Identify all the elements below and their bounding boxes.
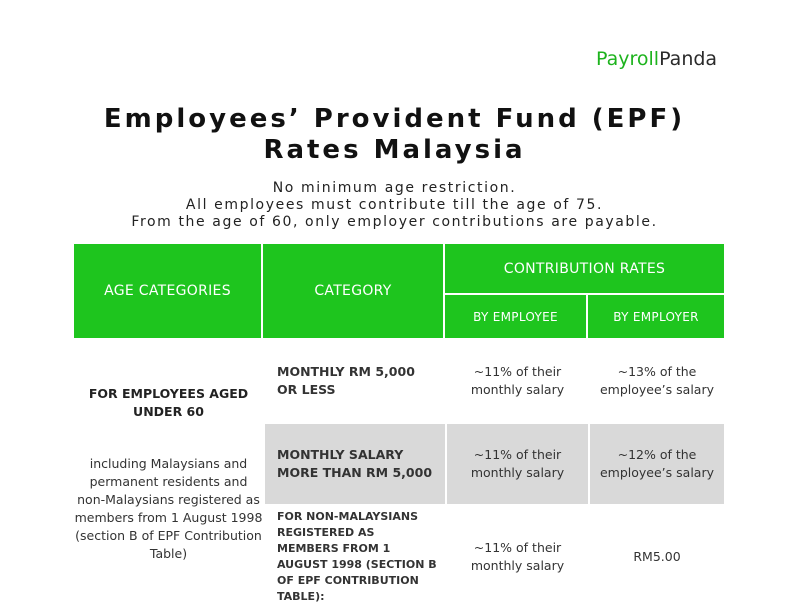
employer-rate-cell: ~12% of the employee’s salary — [588, 424, 724, 506]
subtitle — [0, 180, 789, 231]
brand-part2: Panda — [659, 48, 718, 70]
header-contribution-rates: CONTRIBUTION RATES — [445, 244, 724, 295]
header-by-employer: BY EMPLOYER — [588, 295, 724, 340]
category-cell: FOR NON-MALAYSIANS REGISTERED AS MEMBERS FROM 1 AUGUST 1998 (SECTION B OF EPF CONTRIBUTION TABLE): — [263, 506, 445, 608]
employee-rate-cell: ~11% of their monthly salary — [445, 340, 588, 424]
page-title — [0, 104, 789, 166]
category-cell: MONTHLY RM 5,000 OR LESS — [263, 340, 445, 424]
employer-rate-cell: RM5.00 — [588, 506, 724, 608]
age-group-cell — [74, 340, 263, 608]
header-by-employee: BY EMPLOYEE — [445, 295, 588, 340]
subtitle-line: No minimum age restriction. — [272, 180, 517, 196]
age-group-heading: FOR EMPLOYEES AGED UNDER 60 — [88, 386, 249, 419]
age-group-description: including Malaysians and permanent residents and non-Malaysians registered as members from 1 August 1998 (section B of EPF Contribution Table) — [74, 456, 263, 561]
header-category: CATEGORY — [263, 244, 445, 340]
employee-rate-cell: ~11% of their monthly salary — [445, 506, 588, 608]
employer-rate-cell: ~13% of the employee’s salary — [588, 340, 724, 424]
category-cell: MONTHLY SALARY MORE THAN RM 5,000 — [263, 424, 445, 506]
title-line2: Rates Malaysia — [263, 135, 526, 165]
employee-rate-cell: ~11% of their monthly salary — [445, 424, 588, 506]
subtitle-line: From the age of 60, only employer contributions are payable. — [131, 214, 658, 230]
brand-logo — [596, 47, 717, 71]
brand-part1: Payroll — [596, 48, 660, 70]
header-age-categories: AGE CATEGORIES — [74, 244, 263, 340]
subtitle-line: All employees must contribute till the age of 75. — [185, 197, 604, 213]
table-row — [74, 340, 724, 424]
title-line1: Employees’ Provident Fund (EPF) — [103, 104, 686, 134]
epf-rates-table — [74, 244, 724, 608]
